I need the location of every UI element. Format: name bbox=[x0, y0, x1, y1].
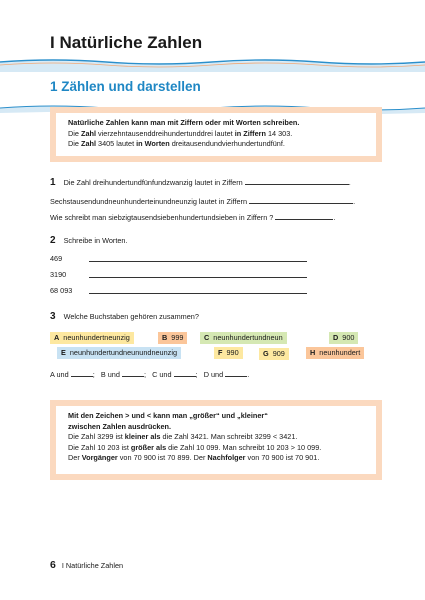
task2-row-label: 3190 bbox=[50, 270, 67, 279]
info-box-inner bbox=[56, 113, 376, 156]
info-box-line: Der Vorgänger von 70 900 ist 70 899. Der Nachfolger von 70 900 ist 70 901. bbox=[68, 453, 320, 462]
info-box-line: Die Zahl 10 203 ist größer als die Zahl 10 099. Man schreibt 10 203 > 10 099. bbox=[68, 442, 322, 452]
page-number: 6 bbox=[50, 559, 56, 571]
section-title: 1 Zählen und darstellen bbox=[50, 79, 201, 94]
match-card-b[interactable]: B 999 bbox=[158, 332, 187, 344]
info-box-line: Die Zahl 3405 lautet in Worten dreitausendundvierhundertundfünf. bbox=[68, 139, 285, 148]
answer-blank[interactable] bbox=[225, 369, 247, 377]
info-box-comparison bbox=[50, 400, 382, 480]
match-card-c[interactable]: C neunhundertundneun bbox=[200, 332, 287, 344]
task3-heading: 3 Welche Buchstaben gehören zusammen? bbox=[50, 311, 199, 322]
task2-answer-line[interactable] bbox=[89, 277, 307, 278]
info-box-inner bbox=[56, 406, 376, 474]
chapter-title: I Natürliche Zahlen bbox=[50, 33, 203, 52]
wave-decoration-top bbox=[0, 56, 425, 72]
match-card-f[interactable]: F 990 bbox=[214, 347, 243, 359]
page-footer bbox=[50, 559, 123, 571]
info-box-line: Mit den Zeichen > und < kann man „größer“ und „kleiner“ bbox=[68, 411, 268, 420]
footer-chapter: I Natürliche Zahlen bbox=[61, 561, 124, 570]
info-box-numbers bbox=[50, 107, 382, 162]
answer-blank[interactable] bbox=[245, 177, 349, 185]
answer-blank[interactable] bbox=[249, 196, 353, 204]
match-card-e[interactable]: E neunhundertundneunundneunzig bbox=[57, 347, 181, 359]
answer-blank[interactable] bbox=[275, 212, 333, 220]
info-box-line: Die Zahl vierzehntausenddreihundertunddrei lautet in Ziffern 14 303. bbox=[68, 128, 293, 138]
task1-question-2: Sechstausendundneunhunderteinundneunzig lautet in Ziffern . bbox=[50, 197, 356, 206]
match-card-d[interactable]: D 900 bbox=[329, 332, 358, 344]
match-card-h[interactable]: H neunhundert bbox=[306, 347, 364, 359]
match-card-a[interactable]: A neunhundertneunzig bbox=[50, 332, 134, 344]
answer-blank[interactable] bbox=[71, 369, 93, 377]
answer-blank[interactable] bbox=[122, 369, 144, 377]
task3-answers: A und ; B und ; C und ; D und . bbox=[50, 370, 250, 379]
task2-row-label: 68 093 bbox=[50, 286, 73, 295]
task2-answer-line[interactable] bbox=[89, 261, 307, 262]
info-box-line: Die Zahl 3299 ist kleiner als die Zahl 3421. Man schreibt 3299 < 3421. bbox=[68, 432, 298, 441]
task2-row-label: 469 bbox=[50, 254, 63, 263]
task2-heading: 2 Schreibe in Worten. bbox=[50, 235, 128, 246]
info-box-line: zwischen Zahlen ausdrücken. bbox=[68, 421, 171, 431]
info-box-line: Natürliche Zahlen kann man mit Ziffern oder mit Worten schreiben. bbox=[68, 118, 300, 127]
match-card-g[interactable]: G 909 bbox=[259, 348, 289, 360]
task1-question-1: 1 Die Zahl dreihundertundfünfundzwanzig lautet in Ziffern . bbox=[50, 177, 351, 188]
task1-question-3: Wie schreibt man siebzigtausendsiebenhundertundsieben in Ziffern ? . bbox=[50, 213, 336, 222]
answer-blank[interactable] bbox=[174, 369, 196, 377]
task2-answer-line[interactable] bbox=[89, 293, 307, 294]
